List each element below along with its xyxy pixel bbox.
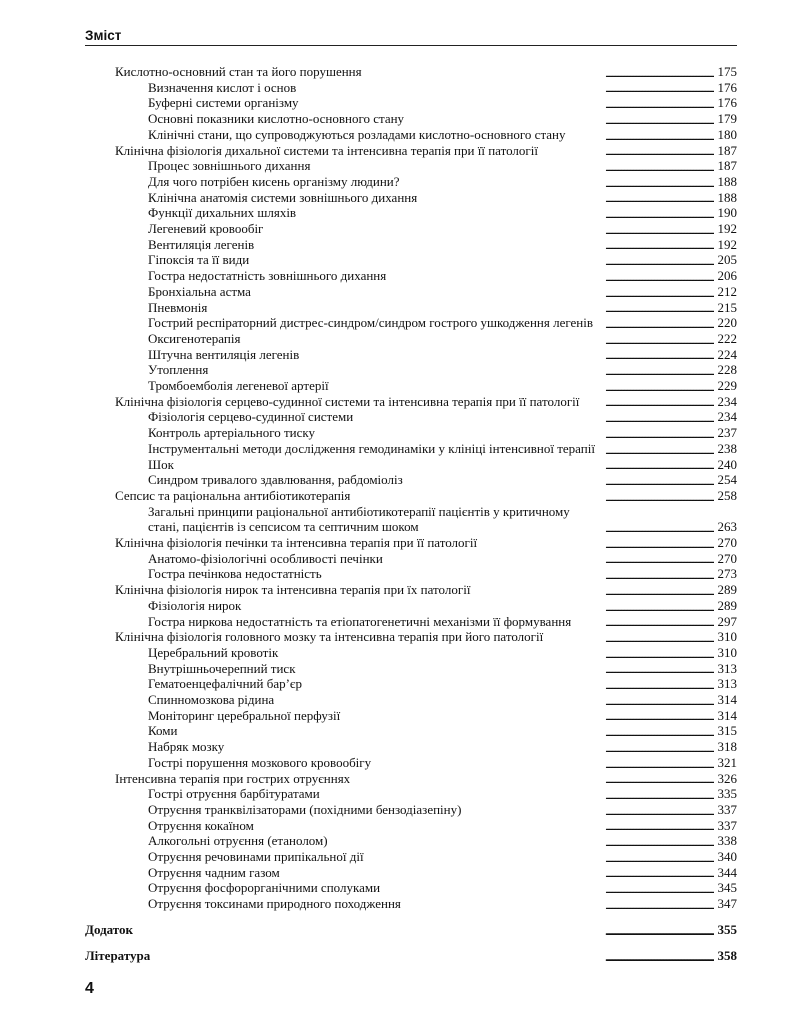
toc-entry-title: Набряк мозку: [148, 739, 225, 755]
toc-entry-page: 192: [717, 236, 737, 252]
toc-entry-page: 289: [717, 582, 737, 598]
toc-entry-title: Штучна вентиляція легенів: [148, 346, 300, 362]
toc-entry[interactable]: [148, 190, 737, 206]
leader-dots: [421, 193, 713, 205]
toc-entry[interactable]: [148, 174, 737, 190]
toc-entry-title: Сепсис та раціональна антибіотикотерапія: [115, 487, 351, 503]
toc-entry-title: Отруєння фосфорорганічними сполуками: [148, 880, 381, 896]
toc-entry-page: 347: [717, 896, 737, 912]
toc-entry-appendix[interactable]: [85, 922, 737, 938]
page-header: [85, 27, 737, 45]
toc-entry-page: 224: [717, 346, 737, 362]
toc-entry[interactable]: [148, 237, 737, 253]
leader-dots: [306, 680, 713, 692]
toc-entry-page: 315: [717, 723, 737, 739]
toc-entry-title: Гостра печінкова недостатність: [148, 566, 322, 582]
toc-entry-page: 180: [717, 126, 737, 142]
leader-dots: [599, 445, 714, 457]
toc-entry-title: Клінічна фізіологія печінки та інтенсивна терапія при її патології: [115, 535, 478, 550]
leader-dots: [583, 397, 713, 409]
toc-entry[interactable]: [148, 723, 737, 739]
toc-entry-title: Коми: [148, 723, 178, 739]
toc-entry-title: Бронхіальна астма: [148, 283, 251, 299]
toc-entry[interactable]: [148, 833, 737, 849]
leader-dots: [547, 633, 713, 645]
toc-entry-page: 229: [717, 378, 737, 393]
toc-entry-title: Клінічна фізіологія серцево-судинної системи та інтенсивна терапія при її патології: [115, 393, 580, 409]
toc-entry-page: 237: [717, 425, 737, 441]
toc-entry-page: 335: [717, 786, 737, 802]
toc-entry-page: 318: [717, 739, 737, 755]
toc-entry[interactable]: [148, 315, 737, 331]
leader-dots: [366, 68, 714, 80]
toc-entry-page: 212: [717, 283, 737, 299]
toc-entry[interactable]: [148, 252, 737, 268]
leader-dots: [314, 162, 713, 174]
toc-entry-title: Пневмонія: [148, 299, 208, 315]
toc-entry[interactable]: [148, 818, 737, 834]
toc-entry-page: 273: [717, 566, 737, 582]
leader-dots: [407, 476, 714, 488]
toc-entry-title: Отруєння кокаїном: [148, 817, 254, 833]
toc-entry[interactable]: [148, 409, 737, 425]
leader-dots: [156, 952, 713, 964]
leader-dots: [300, 209, 713, 221]
leader-dots: [408, 115, 713, 127]
toc-entry-references[interactable]: [85, 948, 737, 964]
toc-entry-page: 190: [717, 205, 737, 221]
toc-entry[interactable]: [148, 880, 737, 896]
leader-dots: [344, 711, 713, 723]
toc-entry-page: 344: [717, 864, 737, 880]
toc-entry-title: Для чого потрібен кисень організму людини?: [148, 173, 400, 189]
toc-entry-title: Спинномозкова рідина: [148, 692, 275, 707]
toc-entry-page: 179: [717, 111, 737, 127]
toc-entry-title: Література: [85, 948, 151, 963]
toc-entry-title: Фізіологія серцево-судинної системи: [148, 409, 354, 425]
toc-entry-page: 313: [717, 660, 737, 676]
toc-entry-title: Легеневий кровообіг: [148, 221, 264, 236]
page-number: 4: [85, 980, 94, 997]
toc-entry[interactable]: [148, 786, 737, 802]
toc-entry-title: Гострі порушення мозкового кровообігу: [148, 754, 372, 770]
toc-entry[interactable]: [148, 331, 737, 347]
leader-dots: [253, 256, 713, 268]
leader-dots: [542, 146, 714, 158]
toc-entry-title-line: Загальні принципи раціональної антибіотикотерапії пацієнтів у критичному: [148, 503, 570, 519]
toc-entry-page: 337: [717, 817, 737, 833]
toc-entry-page: 321: [717, 754, 737, 770]
toc-entry-title: Моніторинг церебральної перфузії: [148, 707, 341, 723]
toc-entry-title: Гостра ниркова недостатність та етіопатогенетичні механізми її формування: [148, 613, 572, 629]
leader-dots: [319, 429, 713, 441]
leader-dots: [474, 586, 713, 598]
leader-dots: [354, 774, 713, 786]
leader-dots: [354, 492, 713, 504]
leader-dots: [481, 539, 713, 551]
leader-dots: [597, 319, 714, 331]
toc-entry[interactable]: [148, 645, 737, 661]
toc-entry-page: 240: [717, 456, 737, 472]
toc-entry-title: Алкогольні отруєння (етанолом): [148, 833, 328, 849]
toc-entry-title: Додаток: [85, 922, 134, 937]
toc-entry-title: Гіпоксія та її види: [148, 252, 250, 268]
leader-dots: [575, 617, 713, 629]
toc-entry-page: 337: [717, 801, 737, 817]
leader-dots: [212, 366, 713, 378]
toc-entry[interactable]: [148, 127, 737, 143]
leader-dots: [375, 759, 713, 771]
toc-entry[interactable]: [148, 676, 737, 692]
toc-entry-page: 234: [717, 393, 737, 409]
toc-entry-title: Оксигенотерапія: [148, 330, 241, 346]
toc-entry[interactable]: [148, 896, 737, 912]
toc-entry[interactable]: [148, 849, 737, 865]
toc-entry-page: 192: [717, 221, 737, 236]
toc-entry-title: Анатомо-фізіологічні особливості печінки: [148, 550, 383, 566]
toc-entry[interactable]: [148, 865, 737, 881]
toc-entry-page: 258: [717, 487, 737, 503]
toc-entry-title: Отруєння чадним газом: [148, 864, 280, 880]
toc-entry-page: 254: [717, 472, 737, 488]
toc-entry-page: 313: [717, 676, 737, 692]
toc-entry-title: Отруєння транквілізаторами (похідними бензодіазепіну): [148, 801, 462, 817]
leader-dots: [303, 99, 714, 111]
toc-entry[interactable]: [148, 457, 737, 473]
leader-dots: [284, 868, 714, 880]
leader-dots: [390, 272, 713, 284]
toc-entry-title: Контроль артеріального тиску: [148, 425, 316, 441]
toc-entry[interactable]: [148, 347, 737, 363]
toc-entry-title: Отруєння речовинами припікальної дії: [148, 849, 364, 864]
toc-entry-page: 310: [717, 629, 737, 645]
leader-dots: [258, 821, 714, 833]
header-rule: [85, 45, 737, 46]
toc-entry-page: 234: [717, 409, 737, 425]
toc-entry-title: Клінічна фізіологія дихальної системи та інтенсивна терапія при її патології: [115, 142, 538, 158]
leader-dots: [405, 900, 714, 912]
toc-entry[interactable]: [148, 566, 737, 582]
leader-dots: [245, 602, 713, 614]
toc-entry-title: Тромбоемболія легеневої артерії: [148, 378, 329, 393]
toc-entry-page: 338: [717, 833, 737, 849]
toc-entry[interactable]: [148, 425, 737, 441]
toc-entry-page: 326: [717, 770, 737, 786]
toc-entry-page: 188: [717, 189, 737, 205]
toc-entry-page: 310: [717, 644, 737, 660]
toc-entry-title: Фізіологія нирок: [148, 597, 242, 613]
toc-entry-page: 228: [717, 362, 737, 378]
toc-entry[interactable]: [148, 80, 737, 96]
toc-entry-title: Церебральний кровотік: [148, 644, 279, 660]
toc-entry[interactable]: [148, 755, 737, 771]
toc-entry[interactable]: [148, 802, 737, 818]
toc-entry[interactable]: [115, 143, 737, 159]
leader-dots: [326, 570, 714, 582]
toc-entry-page: 187: [717, 142, 737, 158]
toc-entry[interactable]: [115, 394, 737, 410]
toc-entry[interactable]: [115, 629, 737, 645]
leader-dots: [282, 649, 713, 661]
toc-entry-title: стані, пацієнтів із сепсисом та септичним шоком: [148, 519, 419, 535]
leader-dots: [139, 926, 713, 938]
toc-entry[interactable]: [115, 488, 737, 504]
toc-entry[interactable]: [148, 362, 737, 378]
leader-dots: [300, 664, 714, 676]
toc-entry[interactable]: [148, 284, 737, 300]
leader-dots: [258, 240, 713, 252]
toc-entry-title: Інтенсивна терапія при гострих отруєннях: [115, 770, 351, 786]
leader-dots: [244, 335, 713, 347]
leader-dots: [387, 554, 714, 566]
toc-entry-title: Основні показники кислотно-основного стану: [148, 111, 405, 127]
leader-dots: [303, 350, 713, 362]
toc-entry-page: 345: [717, 880, 737, 896]
toc-entry-page: 270: [717, 535, 737, 550]
toc-entry[interactable]: [115, 64, 737, 80]
toc-entry[interactable]: [148, 300, 737, 316]
leader-dots: [368, 853, 714, 865]
leader-dots: [332, 837, 714, 849]
toc-entry-page: 358: [717, 948, 737, 963]
toc-entry[interactable]: [148, 519, 737, 535]
header-title: Зміст: [85, 28, 122, 43]
toc-entry-title: Клінічна анатомія системи зовнішнього дихання: [148, 189, 418, 205]
toc-entry[interactable]: [148, 661, 737, 677]
toc-entry[interactable]: [148, 708, 737, 724]
toc-entry-page: 314: [717, 707, 737, 723]
toc-entry-page: 206: [717, 268, 737, 284]
leader-dots: [324, 790, 714, 802]
leader-dots: [278, 696, 713, 708]
toc-entry-title: Гематоенцефалічний бар’єр: [148, 676, 303, 692]
toc-entry[interactable]: [115, 535, 737, 551]
toc-entry-title: Шок: [148, 456, 174, 472]
leader-dots: [465, 806, 713, 818]
leader-dots: [357, 413, 713, 425]
toc-entry-title: Отруєння токсинами природного походження: [148, 896, 401, 912]
toc-entry-title: Гостра недостатність зовнішнього дихання: [148, 268, 387, 284]
toc-entry[interactable]: [148, 378, 737, 394]
toc-entry[interactable]: [115, 582, 737, 598]
toc-entry-page: 270: [717, 550, 737, 566]
toc-entry-page: 176: [717, 79, 737, 95]
toc-entry-title: Клінічна фізіологія нирок та інтенсивна терапія при їх патології: [115, 582, 471, 598]
toc-entry[interactable]: [115, 771, 737, 787]
leader-dots: [181, 727, 713, 739]
toc-entry-title: Вентиляція легенів: [148, 236, 255, 252]
toc-entry[interactable]: [148, 472, 737, 488]
toc-entry-page: 238: [717, 440, 737, 456]
toc-entry-title: Визначення кислот і основ: [148, 79, 297, 95]
leader-dots: [211, 303, 713, 315]
toc-entry-page: 205: [717, 252, 737, 268]
toc-entry-title: Функції дихальних шляхів: [148, 205, 297, 221]
toc-entry-title: Внутрішньочерепний тиск: [148, 660, 296, 676]
toc-entry-title: Гострі отруєння барбітуратами: [148, 786, 320, 802]
leader-dots: [255, 288, 714, 300]
toc-entry[interactable]: [148, 158, 737, 174]
leader-dots: [423, 523, 714, 535]
toc-entry-page: 187: [717, 158, 737, 174]
toc-entry-title: Процес зовнішнього дихання: [148, 158, 311, 174]
toc-entry-title: Кислотно-основний стан та його порушення: [115, 64, 362, 79]
toc-entry-page: 340: [717, 849, 737, 864]
toc-entry[interactable]: [148, 598, 737, 614]
leader-dots: [267, 225, 713, 237]
toc-entry-title: Клінічна фізіологія головного мозку та інтенсивна терапія при його патології: [115, 629, 544, 645]
leader-dots: [384, 884, 713, 896]
toc-entry-title: Клінічні стани, що супроводжуються розладами кислотно-основного стану: [148, 126, 566, 142]
toc-entry[interactable]: [148, 441, 737, 457]
toc-entry[interactable]: [148, 205, 737, 221]
toc-entry[interactable]: [148, 692, 737, 708]
toc-entry-page: 176: [717, 95, 737, 111]
toc-entry-page: 220: [717, 315, 737, 331]
toc-entry-title: Синдром тривалого здавлювання, рабдоміоліз: [148, 472, 403, 488]
toc-entry-page: 222: [717, 330, 737, 346]
leader-dots: [570, 131, 714, 143]
toc-entry-title: Буферні системи організму: [148, 95, 299, 111]
toc-entry[interactable]: [148, 268, 737, 284]
toc-entry-page: 289: [717, 597, 737, 613]
toc-entry-page: 188: [717, 173, 737, 189]
toc-entry-page: 297: [717, 613, 737, 629]
toc-entry-page: 215: [717, 299, 737, 315]
leader-dots: [333, 382, 714, 394]
toc-entry[interactable]: [148, 111, 737, 127]
toc-entry-title: Інструментальні методи дослідження гемодинаміки у клініці інтенсивної терапії: [148, 440, 595, 456]
toc-entry[interactable]: [148, 221, 737, 237]
toc-entry-title: Утоплення: [148, 362, 209, 378]
toc-entry-page: 314: [717, 692, 737, 707]
toc-entry-title: Гострий респіраторний дистрес-синдром/синдром гострого ушкодження легенів: [148, 315, 593, 331]
toc-entry[interactable]: [148, 739, 737, 755]
toc-entry[interactable]: [148, 614, 737, 630]
toc-entry[interactable]: [148, 95, 737, 111]
leader-dots: [178, 460, 714, 472]
toc-entry[interactable]: [148, 551, 737, 567]
leader-dots: [300, 83, 713, 95]
leader-dots: [404, 178, 714, 190]
toc-entry-page: 355: [717, 922, 737, 937]
leader-dots: [228, 743, 713, 755]
toc-entry-page: 263: [717, 519, 737, 535]
toc-entry-page: 175: [717, 64, 737, 79]
